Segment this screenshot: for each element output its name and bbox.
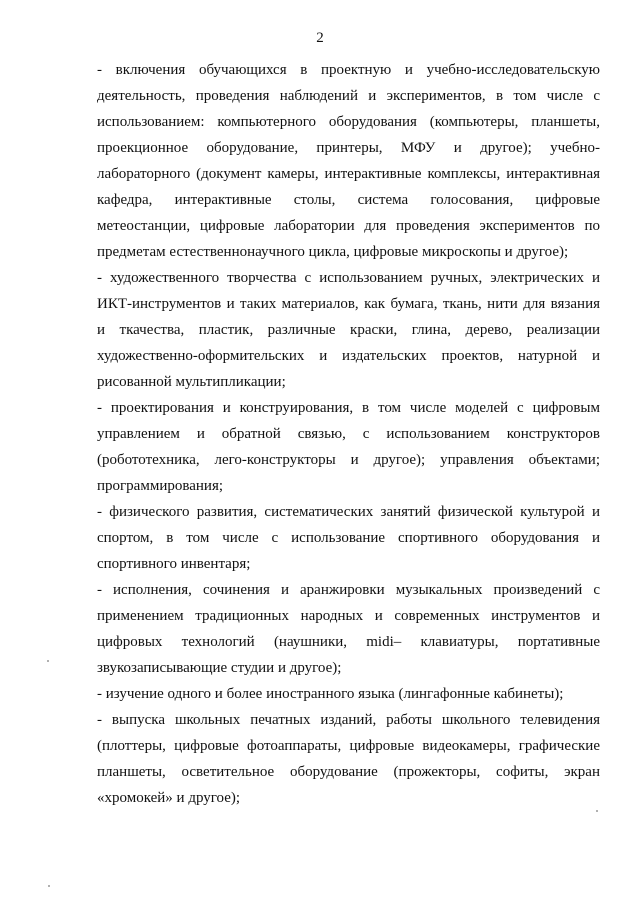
scan-speck	[596, 810, 598, 812]
text-line: лабораторного (документ камеры, интерактивные комплексы, интерактивная	[97, 166, 600, 182]
text-line: спортом, в том числе с использование спортивного оборудования и	[97, 530, 600, 546]
text-line: использованием: компьютерного оборудования (компьютеры, планшеты,	[97, 114, 600, 130]
text-line: управлением и обратной связью, с использованием конструкторов	[97, 426, 600, 442]
paragraph-artistic-creativity	[97, 265, 600, 395]
text-line: предметам естественнонаучного цикла, цифровые микроскопы и другое);	[97, 244, 569, 260]
text-line: программирования;	[97, 478, 224, 494]
paragraph-research-activities	[97, 57, 600, 265]
text-line: проекционное оборудование, принтеры, МФУ и другое); учебно-	[97, 140, 600, 156]
paragraph-music	[97, 577, 600, 681]
text-line: - исполнения, сочинения и аранжировки музыкальных произведений с	[97, 582, 600, 598]
text-line: - проектирования и конструирования, в том числе моделей с цифровым	[97, 400, 600, 416]
text-line: деятельность, проведения наблюдений и экспериментов, в том числе с	[97, 88, 600, 104]
text-line: - физического развития, систематических занятий физической культурой и	[97, 504, 600, 520]
scan-speck	[47, 660, 49, 662]
text-line: рисованной мультипликации;	[97, 374, 286, 390]
text-line: ИКТ-инструментов и таких материалов, как бумага, ткань, нити для вязания	[97, 296, 600, 312]
text-line: - включения обучающихся в проектную и учебно-исследовательскую	[97, 62, 600, 78]
text-line: и ткачества, пластик, различные краски, глина, дерево, реализации	[97, 322, 600, 338]
text-line: кафедра, интерактивные столы, система голосования, цифровые	[97, 192, 600, 208]
scan-speck	[48, 885, 50, 887]
text-line: цифровых технологий (наушники, midi– клавиатуры, портативные	[97, 634, 600, 650]
text-line: метеостанции, цифровые лаборатории для проведения экспериментов по	[97, 218, 600, 234]
text-line: применением традиционных народных и современных инструментов и	[97, 608, 600, 624]
text-line: планшеты, осветительное оборудование (прожекторы, софиты, экран	[97, 764, 600, 780]
paragraph-physical-development	[97, 499, 600, 577]
text-line: художественно-оформительских и издательских проектов, натурной и	[97, 348, 600, 364]
page-number: 2	[316, 30, 324, 46]
text-line: спортивного инвентаря;	[97, 556, 251, 572]
text-line: (плоттеры, цифровые фотоаппараты, цифровые видеокамеры, графические	[97, 738, 600, 754]
paragraph-school-media	[97, 707, 600, 811]
text-line: - изучение одного и более иностранного языка (лингафонные кабинеты);	[97, 686, 564, 702]
paragraph-design-construction	[97, 395, 600, 499]
paragraph-foreign-languages	[97, 681, 600, 707]
document-body	[97, 57, 600, 811]
text-line: звукозаписывающие студии и другое);	[97, 660, 342, 676]
text-line: «хромокей» и другое);	[97, 790, 241, 806]
text-line: - художественного творчества с использованием ручных, электрических и	[97, 270, 600, 286]
text-line: (робототехника, лего-конструкторы и другое); управления объектами;	[97, 452, 600, 468]
text-line: - выпуска школьных печатных изданий, работы школьного телевидения	[97, 712, 600, 728]
